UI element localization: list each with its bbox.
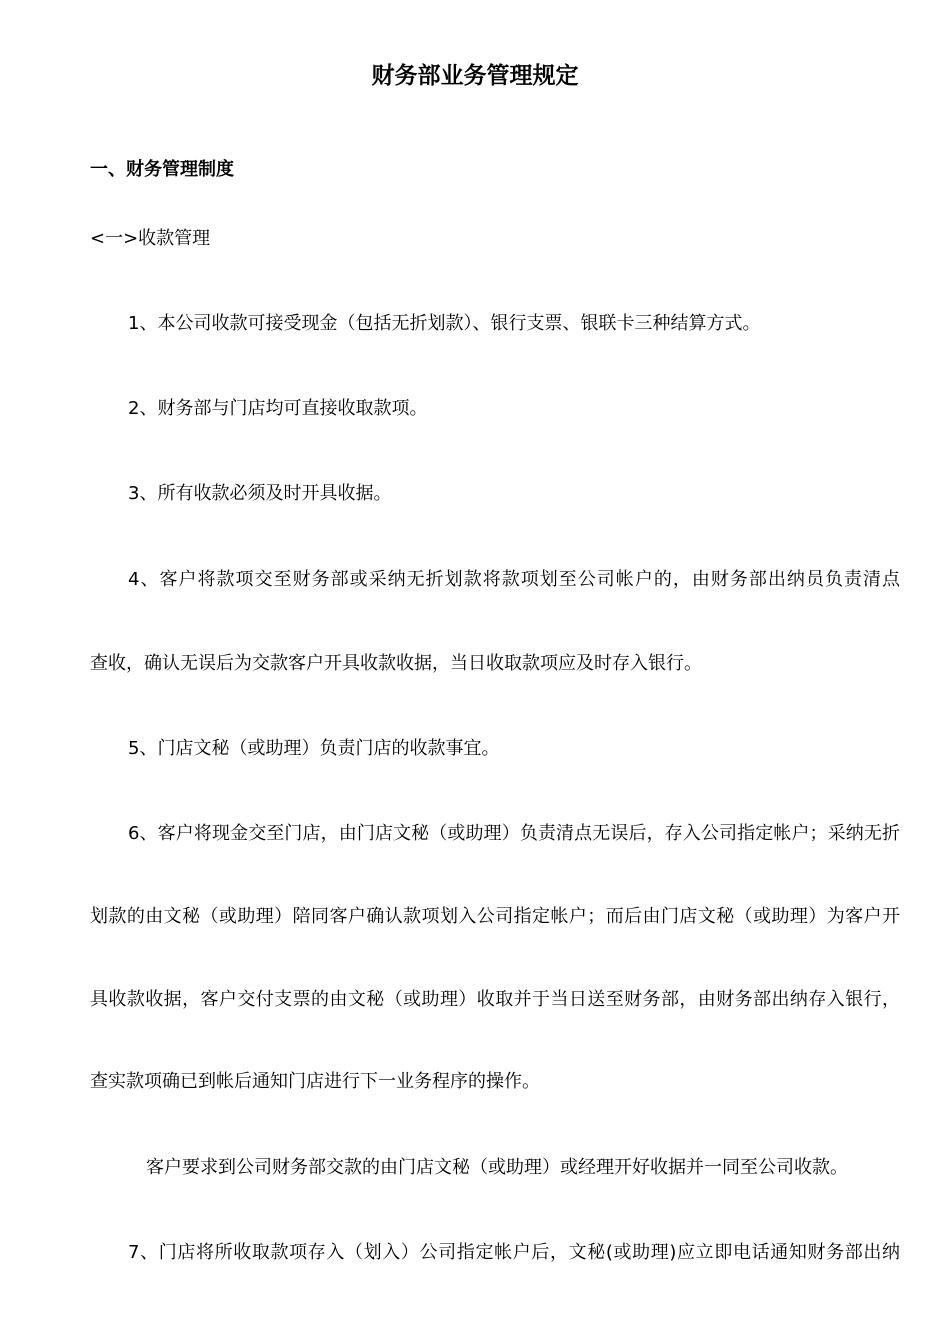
document-title: 财务部业务管理规定 [371,63,579,89]
paragraph-line: 客户要求到公司财务部交款的由门店文秘（或助理）或经理开好收据并一同至公司收款。 [146,1157,848,1178]
paragraph-line: 7、门店将所收取款项存入（划入）公司指定帐户后，文秘(或助理)应立即电话通知财务部出纳 [128,1242,900,1263]
paragraph-line: 划款的由文秘（或助理）陪同客户确认款项划入公司指定帐户；而后由门店文秘（或助理）为客户开 [90,906,900,927]
paragraph-line: 查收，确认无误后为交款客户开具收款收据，当日收取款项应及时存入银行。 [90,653,702,674]
paragraph-line: 2、财务部与门店均可直接收取款项。 [128,398,428,419]
paragraph-line: 3、所有收款必须及时开具收据。 [128,483,392,504]
paragraph-line: 6、客户将现金交至门店，由门店文秘（或助理）负责清点无误后，存入公司指定帐户；采纳无折 [128,823,900,844]
paragraph-line: 1、本公司收款可接受现金（包括无折划款）、银行支票、银联卡三种结算方式。 [128,313,761,334]
subsection-heading: <一>收款管理 [90,228,211,249]
section-heading: 一、财务管理制度 [90,159,234,180]
paragraph-line: 查实款项确已到帐后通知门店进行下一业务程序的操作。 [90,1071,540,1092]
paragraph-line: 具收款收据，客户交付支票的由文秘（或助理）收取并于当日送至财务部，由财务部出纳存入银行， [90,989,900,1010]
paragraph-line: 5、门店文秘（或助理）负责门店的收款事宜。 [128,738,500,759]
paragraph-line: 4、客户将款项交至财务部或采纳无折划款将款项划至公司帐户的，由财务部出纳员负责清点 [128,569,900,590]
